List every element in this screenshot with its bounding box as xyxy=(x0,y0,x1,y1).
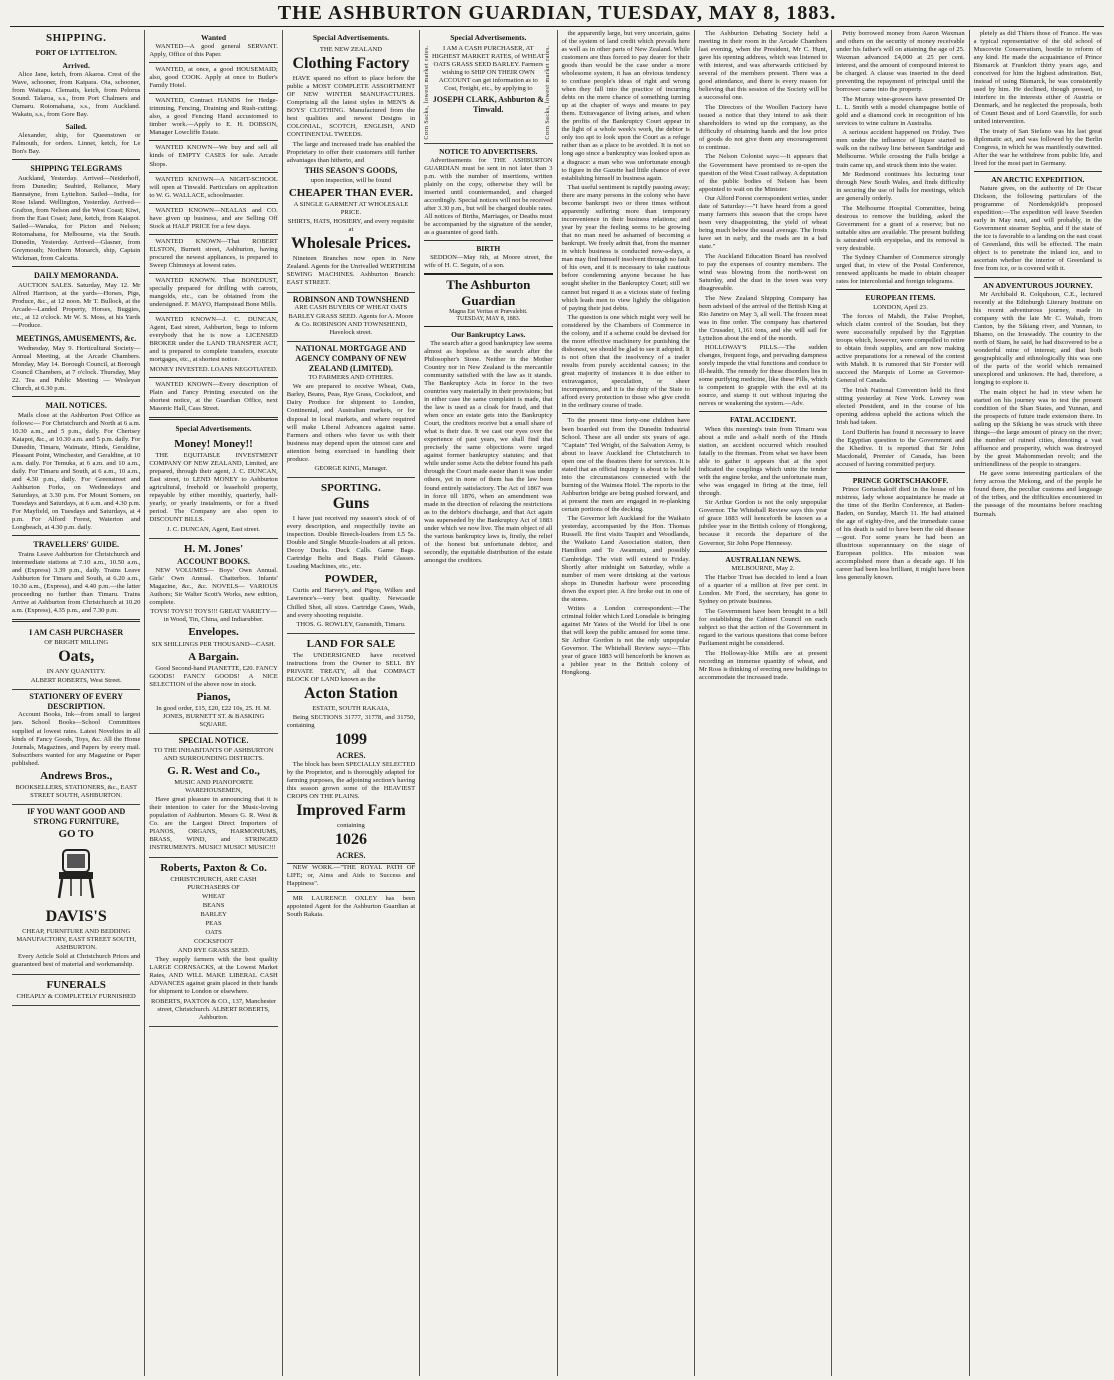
davis-name: DAVIS'S xyxy=(45,908,107,926)
land-advert xyxy=(287,634,415,864)
roberts-signature: ROBERTS, PAXTON & CO., 137, Manchester street, Christchurch. ALBERT ROBERTS, Ashburton. xyxy=(151,997,277,1021)
clark-side-label: Corn Sacks, lowest market rates. xyxy=(545,45,552,140)
divider xyxy=(12,619,140,622)
paper-date: TUESDAY, MAY 8, 1883. xyxy=(456,316,521,323)
clark-text: I AM A CASH PURCHASER, AT HIGHEST MARKET RATES, of WHEAT OATS GRASS SEED BARLEY. Farmers wishing to SHIP ON THEIR OWN ACCOUNT can get information as to Cost, Freight, etc., by applying to xyxy=(431,45,545,93)
money-advert xyxy=(149,434,277,539)
article-text: A serious accident happened on Friday. Two men under the influence of liquor started to walk on the railway line between Sandridge and Melbourne. While crossing the Falls bridge a train came up, and struck them into the water. xyxy=(836,129,965,169)
oats-ad-line: IN ANY QUANTITY. xyxy=(46,667,106,675)
arctic-heading: AN ARCTIC EXPEDITION. xyxy=(991,175,1085,185)
powder-headline: POWDER, xyxy=(324,573,378,586)
funerals-headline: FUNERALS xyxy=(46,978,106,991)
european-dateline: LONDON, April 23. xyxy=(873,303,928,311)
oats-ad-line: OF BRIGHT MILLING xyxy=(44,639,109,647)
article-text: Petty borrowed money from Aaron Waxman and others on the security of money receivable under his father's will on attaining the age of 25. Waxman advanced £4,000 at 25 per cent. interest, and the amount of compound interest to be charged. A clause was inserted in the deed preventing the repayment of principal until the borrower came into the property. xyxy=(836,30,965,94)
shirts-line: SHIRTS, HATS, HOSIERY, and every requisite at xyxy=(287,218,415,234)
european-text: Lord Dufferin has found it necessary to leave the Egyptian question to the Government and the Khedive. It is reported that Sir John Macdonald, Premier of Canada, has been accused of having committed perjury. xyxy=(836,428,965,468)
furniture-advert xyxy=(12,805,140,975)
article-text: Sir Arthur Gordon is not the only unpopular Governor. The Whitehall Review says this year of grace 1883 will henceforth be known as a jubilee year in the British colony of Hongkong, because it records the departure of the Governor, Sir John Pope Hennessy. xyxy=(698,499,828,547)
west-text: Have great pleasure in announcing that it is their intention to cater for the Music-loving population of Ashburton. Messrs G. R. West & Co. are the Largest Direct Importers of PIANOS, ORGANS, HARMONIUMS, BRASS, WIND, and STRINGED INSTRUMENTS. MUSIC! MUSIC! MUSIC!!! xyxy=(149,795,278,852)
national-signature: GEORGE KING, Manager. xyxy=(314,465,388,473)
land-text: The UNDERSIGNED have received instructions from the Owner to SELL BY PRIVATE TREATY, all that COMPACT BLOCK OF LAND known as the xyxy=(286,652,416,684)
divider xyxy=(149,140,277,141)
special-ads-heading: Special Advertisements. xyxy=(175,423,252,433)
powder-text: Curtis and Harvey's, and Pigou, Wilkes and Lawrence's—very best quality. Newcastle Chilled Shot, all sizes. Cartridge Cases, Wads, and every shooting requisite. xyxy=(286,587,416,619)
national-text: We are prepared to receive Wheat, Oats, Barley, Beans, Peas, Rye Grass, Cocksfoot, and Dairy Produce for shipment to London, Continental, and Australian markets, or for disposal in local markets, and where required will make Liberal Advances against same. Farmers and others who favor us with their business may depend upon the utmost care and attention being exercised in handling their produce. xyxy=(286,383,416,463)
roberts-name: Roberts, Paxton & Co. xyxy=(160,861,267,874)
prince-heading: PRINCE GORTSCHAKOFF. xyxy=(852,475,949,485)
wanted-ad: WANTED, at once, a good HOUSEMAID; also, good COOK. Apply at once to Butler's Family Hotel. xyxy=(149,66,278,90)
divider xyxy=(12,535,140,536)
roberts-item: PEAS xyxy=(205,919,222,927)
clothing-text-2: The large and increased trade has enabled the Proprietary to offer their customers still further advantages than hitherto, and xyxy=(286,140,416,164)
furniture-headline: IF YOU WANT GOOD AND STRONG FURNITURE, xyxy=(27,806,126,826)
west-advert xyxy=(149,734,277,858)
wanted-ad: MONEY INVESTED. LOANS NEGOTIATED. xyxy=(149,365,278,373)
roberts-advert xyxy=(149,858,277,1027)
sailed-text: Alexander, ship, for Queenstown or Falmouth, for orders. Linnet, ketch, for Le Bon's Bay. xyxy=(12,132,141,156)
wholesale-headline: Wholesale Prices. xyxy=(290,235,411,253)
article-text: The Sydney Chamber of Commerce strongly urged that, in view of the Postal Conference, renewed applicants be made to obtain cheaper rates for intercolonial and foreign telegrams. xyxy=(836,254,965,286)
memoranda-text: AUCTION SALES. Saturday, May 12. Mr Alfred Harrison, at the yards—Horses, Pigs, Produce, &c., at 12 noon. Mr T. Bullock, at the Arcade—Landed Property, Horses, Buggies, etc., at 12 o'clock. Mr W. S. Moss, at his Yards—Produce. xyxy=(12,281,141,330)
clothing-pre: THE NEW ZEALAND xyxy=(319,46,382,54)
guns-text: I have just received my season's stock of of every description, and respectfully invite an inspection. Double Breech-loaders from L5 5s. Double and Single Muzzle-loaders at all prices. Decoy Ducks. Duck Calls. Game Bags. Cartridge Belts and Bags. Field Glasses. Loading Machines, etc., etc. xyxy=(286,515,416,571)
notice-headline: SPECIAL NOTICE. xyxy=(178,735,249,745)
birth-heading: BIRTH xyxy=(476,244,501,254)
money-headline: Money! Money!! xyxy=(174,437,253,450)
national-sub: TO FARMERS AND OTHERS. xyxy=(308,374,394,382)
robinson-text: ARE CASH BUYERS OF WHEAT OATS BARLEY GRASS SEED. Agents for A. Moore & Co. ROBINSON AND TOWNSHEND, Havelock street. xyxy=(288,304,414,336)
column-1 xyxy=(8,30,145,1376)
wanted-ad: WANTED KNOWN—J. C. DUNCAN, Agent, East street, Ashburton, begs to inform everybody that he is now a LICENSED BROKER under the LAND TRANSFER ACT, and is prepared to complete transfers, execute mortgages, etc., at shortest notice. xyxy=(149,315,278,364)
article-text: Writes a London correspondent:—The criminal folder which Lord Lonsdale is bringing against Mr Yates of the World for libel is one that will keep the public amused for some time. Sir Arthur Gordon is not the only unpopular Governor. The Whitehall Review says:—This year of grace 1883 will henceforth be known as a jubilee year in the British colony of Hongkong. xyxy=(561,605,690,677)
article-text: That useful sentiment is rapidly passing away; there are many persons in the colony who have become bankrupt two or three times without apparently suffering more than temporary inconvenience in their business relations; and year by year the feeling seems to be growing that no man need be ashamed of becoming a bankrupt. We freely admit that, from the manner in which business is conducted now-a-days, a man may find himself insolvent through no fault of his own, and it is necessary to take cautious before condemning anyone because he has sought shelter in the Bankruptcy Court; still we cannot but regard it as a vicious state of feeling which leads men to view lightly the obligation of paying their just debts. xyxy=(561,184,690,312)
envelopes-headline: Envelopes. xyxy=(188,626,239,639)
funerals-advert xyxy=(12,975,140,1006)
clothing-text: HAVE spared no effort to place before the public a MOST COMPLETE ASSORTMENT OF NEW WINTER MANUFACTURES. Comprising all the latest styles in MEN'S & BOYS' CLOTHING. Manufactured from the best qualities and newest Designs in COLONIAL, SCOTCH, ENGLISH, AND CONTINENTAL TWEEDS. xyxy=(286,74,416,139)
single-garment: A SINGLE GARMENT AT WHOLESALE PRICE. xyxy=(293,201,409,217)
column-4 xyxy=(420,30,557,1376)
clothing-advert xyxy=(287,43,415,293)
column-8 xyxy=(970,30,1106,1376)
article-text: The New Zealand Shipping Company has been advised of the arrival of the British King at Rio Janeiro on May 3, all well. The frozen meat was in fine order. The company has chartered the Crusader, 1,161 tons, and she will sail for Lyttelton about the end of the month. xyxy=(698,294,828,342)
special-ads-heading: Special Advertisements. xyxy=(312,33,390,42)
divider xyxy=(974,171,1102,172)
journey-heading: AN ADVENTUROUS JOURNEY. xyxy=(983,280,1093,290)
pianos-text: In good order, £15, £20, £22 10s, 25. H. M. JONES, BURNETT ST. & BASKING SQUARE. xyxy=(156,704,271,728)
article-text: The Murray wine-growers have presented Dr L. L. Smith with a model champagne bottle of gold and a diamond cork in recognition of his services to wine culture in Australia. xyxy=(836,95,965,127)
divider xyxy=(149,172,277,173)
special-ads-heading: Special Advertisements. xyxy=(450,33,527,42)
roberts-item: AND RYE GRASS SEED. xyxy=(177,946,250,954)
divider xyxy=(836,472,964,473)
meetings-heading: MEETINGS, AMUSEMENTS, &c. xyxy=(16,334,137,344)
acres-label: ACRES. xyxy=(336,751,366,760)
jones-name: H. M. Jones' xyxy=(183,542,244,555)
guns-headline: Guns xyxy=(332,495,370,513)
arrived-text: Alice Jane, ketch, from Akaroa. Crest of the Wave, schooner, from Kaipara. Ota, schooner, from Waitapu. Clematis, ketch, from Pelorus Sound. Talaroa, s.s., from Port Chalmers and Oamaru. Rotomahana, s.s., from Auckland. Wakatu, s.s., from Gore Bay. xyxy=(12,70,141,118)
clark-signature: JOSEPH CLARK, Ashburton & Tinwald. xyxy=(432,94,544,114)
wanted-ad: WANTED KNOWN—That ROBERT ELSTON, Burnett street, Ashburton, having procured the newest appliances, is prepared to Sweep Chimneys at lowest rates. xyxy=(149,237,278,269)
article-text: The Melbourne Hospital Committee, being desirous to remove the building, asked the Government for a grant of a reserve; but no suitable sites are available. The present building is saturated with erysipelas, and its removal is very desirable. xyxy=(836,204,965,252)
wanted-ad: WANTED KNOWN. That BONEDUST, specially prepared for drilling with carrots, mangolds, etc., can be obtained from the undersigned. F. MAYO, Hampstead Bone Mills. xyxy=(149,276,278,308)
paper-name: The Ashburton Guardian xyxy=(446,277,531,309)
australian-text: The Government have been brought in a bill for establishing the Cabinet Council on each subject so that the action of the Government in regard to the various questions that come before Parliament might be considered. xyxy=(698,607,828,647)
cheaper-headline: CHEAPER THAN EVER. xyxy=(288,187,414,200)
divider xyxy=(12,266,140,267)
wanted-ad: WANTED, Contract HANDS for Hedge-trimming, Fencing, Draining and Rush-cutting; also, a good Fencing Hand accustomed to timber work.—Apply to E. H. DOBSON, Manager Lowcliffe Estate. xyxy=(149,97,278,137)
divider xyxy=(149,203,277,204)
divider xyxy=(149,234,277,235)
article-text: pletely as did Thiers those of France. He was a typical representative of the old school of Muscovite Conservatism, hostile to reform of any kind. He made the acquaintance of Prince Bismarck at Frankfort thirty years ago, and conceived for him the highest admiration. But, instead of using Bismarck, he was consistently used by him. He declined, though pressed, to interfere in the interests either of Austria or Denmark, and he neglected the proposals, both of Count Beust and of Lord Granville, for such united intervention. xyxy=(973,30,1102,126)
divider xyxy=(149,377,277,378)
paper-motto: Magna Est Veritas et Prævalebit. xyxy=(449,309,528,316)
wanted-ad: WANTED KNOWN—We buy and sell all kinds of EMPTY CASES for sale. Arcade Shops. xyxy=(149,144,278,168)
columns xyxy=(8,30,1106,1376)
article-text: The Governor left Auckland for the Waikato yesterday, accompanied by the Hon. Thomas Russell. He first visits Taupiri and Woodlands, the Waikato Land Association station, then Hamilton and Te Awamutu, and possibly Cambridge. The visit will extend to Friday. Shortly after midnight on Saturday, while a number of men were drinking at the various shops in Dunedin harbour were proceeding down the export pier. A fire broke out in one of the stores. xyxy=(561,515,690,603)
article-text: The Directors of the Woollen Factory have issued a notice that they intend to ask their shareholders to wind up the company, as the difficulty of obtaining hands and the low price of goods do not give them any encouragement to continue. xyxy=(698,103,828,151)
acres-number-2: 1026 xyxy=(334,830,367,848)
pianos-headline: Pianos, xyxy=(196,690,231,703)
divider xyxy=(699,551,827,552)
new-work-text: NEW WORK.—"THE ROYAL PATH OF LIFE; or, Aims and Aids to Success and Happiness". xyxy=(286,864,416,888)
roberts-item: OATS xyxy=(205,928,222,936)
memoranda-heading: DAILY MEMORANDA. xyxy=(34,271,119,281)
column-5 xyxy=(558,30,695,1376)
envelopes-text: SIX SHILLINGS PER THOUSAND—CASH. xyxy=(151,640,276,648)
roberts-item: BARLEY xyxy=(200,910,227,918)
divider xyxy=(699,411,827,412)
fatal-accident-heading: FATAL ACCIDENT. xyxy=(730,415,797,425)
article-text: The Auckland Education Board has resolved to pay the expenses of country members. The wind was blowing from the north-west on Saturday, and the dust in the town was very disagreeable. xyxy=(698,252,828,292)
wanted-ad: WANTED KNOWN—NEALAS and CO. have given up business, and are Selling Off Stock at HALF PRICE for a few days. xyxy=(149,206,278,230)
article-text: To the present time forty-one children have been boarded out from the Dunedin Industrial School. These are all under six years of age. "Captain" Ted Wright, of the Salvation Army, is about to leave Auckland for Christchurch to open one of the theatres there for services. It is stated that an official inquiry is about to be held into the circumstances connected with the burning of the Waimea Hotel. The reports to the Ashburton bridge are being pushed forward, and at present the men are engaged in re-planking certain portions of the decking. xyxy=(561,417,690,513)
australian-news-heading: AUSTRALIAN NEWS. xyxy=(725,554,801,564)
australian-dateline: MELBOURNE, May 2. xyxy=(731,564,795,572)
funerals-sub: CHEAPLY & COMPLETELY FURNISHED xyxy=(16,992,136,1000)
season-sub: upon inspection, will be found xyxy=(310,177,392,185)
improved-headline: Improved Farm xyxy=(296,801,406,819)
telegrams-heading: SHIPPING TELEGRAMS xyxy=(30,164,123,174)
national-headline: NATIONAL MORTGAGE AND AGENCY COMPANY OF NEW ZEALAND (LIMITED). xyxy=(295,344,407,373)
jones-sub: ACCOUNT BOOKS. xyxy=(177,556,250,566)
article-text: The treaty of San Stefano was his last great diplomatic act, and was followed by the Berlin Congress, in which he was manifestly outwitted. After the war he withdrew from public life, and lived for the most part in Germany. xyxy=(973,127,1102,167)
divider xyxy=(149,62,277,63)
leader-text: The search after a good bankruptcy law seems almost as hopeless as the search after the Philosopher's Stone. Neither in the Mother Country nor in New Zealand is the mercantile community satisfied with the law as it stands. The Bankruptcy Acts in force in the two countries vary materially in their provisions; but in either case the same complaint is made, that the law is used as a cloak for fraud, and that when once an estate gets into the Bankruptcy Court, the creditors receive but a small share of what is their due. It we cast our eyes over the experience of past years, we shall find that precisely the same objections were urged against former bankruptcy statutes; and that while under some Acts the debtor found his path through the Court made easier than it was under others, yet in none of them has the law been found entirely satisfactory. The Act of 1867 was in force till 1876, when an amendment was made in the direction of relaxing the restrictions as to the debtor's discharge, and that Act again was superseded by the Bankruptcy Act of 1883 under which we now live. The main object of all the various bankruptcy laws is, firstly, the relief of the honest but unfortunate debtor, and secondly, the equitable distribution of the estate amongst the creditors. xyxy=(424,339,553,564)
davis-text: Every Article Sold at Christchurch Prices and guaranteed best of material and workmanship. xyxy=(12,953,141,969)
paper-nameplate xyxy=(424,273,552,326)
journey-text: Mr Archibald R. Colquhoun, C.E., lectured recently at the Edinburgh Literary Institute on his recent adventurous journey, made in company with the late Mr C. Wahab, from Canton, by the Sikiang river, and Yunnan, to Bhamo, on the Irrawaddy. The country to the north of Siam, he said, he had discovered to be a wonderful mine of interest; and that both geographically and ethnologically this was one of the parts of the world which remained unexplored and unknown. He had, therefore, a longing to explore it. xyxy=(973,290,1102,386)
fatal-accident-text: When this morning's train from Timaru was about a mile and a-half north of the Hinds station, an accident occurred which resulted fatally to the fireman. From what we have been able to gather it appears that at the spot indicated the couplings which unite the tender with the engine broke, and the unfortunate man, who was engaged in firing at the time, fell through. xyxy=(698,425,828,497)
clark-advert xyxy=(424,43,552,144)
oats-advert xyxy=(12,626,140,690)
land-headline: LAND FOR SALE xyxy=(306,638,396,651)
roberts-item: BEANS xyxy=(202,901,225,909)
sporting-headline: SPORTING. xyxy=(321,482,381,495)
arrived-heading: Arrived. xyxy=(62,60,90,70)
chair-illustration-icon xyxy=(41,846,111,900)
jones-advert xyxy=(149,539,277,734)
birth-text: SEDDON—May 6th, at Moore street, the wife of H. C. Seguin, of a son. xyxy=(424,254,553,270)
divider xyxy=(149,93,277,94)
mail-heading: MAIL NOTICES. xyxy=(45,401,107,411)
rowley-signature: THOS. G. ROWLEY, Gunsmith, Timaru. xyxy=(296,621,406,629)
wanted-ad: WANTED—A good general SERVANT. Apply, Office of this Paper. xyxy=(149,43,278,59)
shipping-heading: SHIPPING. xyxy=(45,32,107,44)
divider xyxy=(974,277,1102,278)
wanted-ad: WANTED KNOWN—A NIGHT-SCHOOL will open at Tinwald. Particulars on application to W. G. WALLACE, schoolmaster. xyxy=(149,175,278,199)
stationery-text: Account Books, Ink—from small to largest jars. School Books—School Committees supplied at lowest rates. Latest Novelties in all kinds of Fancy Goods, Toys, &c. All the Home Journals, Magazines, and Papers by every mail. Subscribers wanted for any Magazine or Paper published. xyxy=(12,711,141,767)
acton-headline: Acton Station xyxy=(304,685,398,703)
national-mortgage-advert xyxy=(287,342,415,478)
meetings-text: Wednesday, May 9. Horticultural Society—Annual Meeting, at the Arcade Chambers. Monday, May 14. Borough Council, at Borough Council Chambers, at 7 o'clock. Thursday, May 22. Tea and Public Meeting — Wesleyan Church, at 6.30 p.m. xyxy=(12,344,141,393)
port-heading: PORT OF LYTTELTON. xyxy=(35,48,117,58)
sailed-heading: Sailed. xyxy=(65,121,87,131)
wanted-heading: Wanted xyxy=(201,33,227,42)
european-text: The Irish National Convention held its first sitting yesterday at New York. Lowrey was elected President, and in the course of his opening address upheld the actions which the Irish had taken. xyxy=(836,386,965,427)
season-line: THIS SEASON'S GOODS, xyxy=(304,166,398,176)
jones-text: NEW VOLUMES— Boys' Own Annual. Girls' Own Annual. Chatterbox. Infants' Magazine, &c., &c. NOVELS— VARIOUS Authors; Sir Walter Scott's Works, new edition, complete. xyxy=(149,566,278,606)
robinson-name: ROBINSON AND TOWNSHEND xyxy=(292,294,410,304)
journey-text: The main object he had in view when he started on his journey was to test the present condition of the Shan States, and Yunnan, and the prospects of future trade extension there. In sailing up the Sikiang he was struck with three things—the large amount of piracy on the river; the number of ruined cities, denoting a vast affluence and prosperity, which was destroyed by the great Mahommedan revolt; and the unfriendliness of the people to strangers. xyxy=(973,388,1102,468)
roberts-item: WHEAT xyxy=(202,892,226,900)
block-text: The block has been SPECIALLY SELECTED by the Proprietor, and is thoroughly adapted for farming purposes, the adjoining section's having this season grown some of the HEAVIEST CROPS ON THE PLAINS. xyxy=(286,760,416,800)
divider xyxy=(149,273,277,274)
bargain-text: Good Second-hand PIANETTE, £20. FANCY GOODS! FANCY GOODS! A NICE SELECTION of the above now in stock. xyxy=(149,664,278,688)
roberts-sub: CHRISTCHURCH, ARE CASH PURCHASERS OF xyxy=(170,875,257,891)
mail-text: Mails close at the Ashburton Post Office as follows:— For Christchurch and North at 6 a.m. 10.30 a.m., and 5 p.m., daily. For Chertsey Kaiapoi, &c., at 10.30 a.m. and 5 p.m. daily. For Dunedin, Timaru, Waimate, Hinds, Geraldine, Pleasant Point, Winchester, and Geraldine, at 10 a.m. daily. For Temuka, at 6 a.m. and 10 a.m., daily. For Timaru and South, at 6 a.m., 10 a.m., and 4.30 p.m., daily. For Greenstreet and Ashburton Forks, on Wednesdays and Saturdays, at 3.30 p.m. For Mount Somers, on Tuesdays and Saturdays, at 6 a.m. and 4.30 p.m. For Mayfield, on Tuesdays and Saturdays, at 4 p.m. For Alford Forest, Waterton and Longbeach, at 4.30 p.m. daily. xyxy=(12,411,141,532)
andrews-name: Andrews Bros., xyxy=(40,769,113,782)
acton-sub: ESTATE, SOUTH RAKAIA, xyxy=(312,705,390,713)
davis-address: CHEAP, FURNITURE AND BEDDING MANUFACTORY, EAST STREET SOUTH, ASHBURTON. xyxy=(16,928,137,952)
roberts-text: They supply farmers with the best quality LARGE CORNSACKS, at the Lowest Market Rates, AND WILL MAKE LIBERAL CASH ADVANCES against grain placed in their hands for shipment to London or elsewhere. xyxy=(149,956,278,996)
oxley-text: MR LAURENCE OXLEY has been appointed Agent for the Ashburton Guardian at South Rakaia. xyxy=(286,895,416,919)
australian-text: The Harbor Trust has decided to lend a loan of a quarter of a million at five per cent. in London. Mr Ford, the secretary, has gone to Sydney on private business. xyxy=(698,574,828,606)
european-text: The forces of Mahdi, the False Prophet, which claim control of the Soudan, but they were successfully repulsed by the Egyptian troops which, however, were compelled to retire to obtain fresh supplies, and are now making active preparations for a renewal of the contest with Mahdi. It is rumored that Sir Forster will succeed the Marquis of Lorne as Governor-General of Canada. xyxy=(836,313,965,385)
article-text: The Nelson Colonist says:—It appears that the Government have promised to re-open the question of the West Coast railway. A deputation of the public bodies of Nelson has been appointed to wait on the Minister. xyxy=(698,153,828,193)
notice-advertisers-heading: NOTICE TO ADVERTISERS. xyxy=(439,146,538,156)
divider xyxy=(562,413,690,414)
australian-text: The Holloway-like Mills are at present recording an immense quantity of wheat, and Mr Ross is thinking of erecting new buildings to accommodate the increased trade. xyxy=(698,649,828,681)
notice-advertisers-text: Advertisements for THE ASHBURTON GUARDIAN must be sent in not later than 3 p.m. with the number of insertions, written plainly on the copy, otherwise they will be inserted until countermanded, and charged accordingly. Special notices will not be received after 3.30 p.m., but will be charged double rates. All notices of Births, Marriages, or Deaths must be accompanied by the signature of the sender, as a guarantee of good faith. xyxy=(424,156,553,237)
oats-ad-signature: ALBERT ROBERTS, West Street. xyxy=(30,676,122,684)
wanted-ad: WANTED KNOWN—Every description of Plain and Fancy Printing executed on the shortest notice, at the Guardian Office, next Masonic Hall, Cass Street. xyxy=(149,380,278,412)
furniture-goto: GO TO xyxy=(58,828,94,841)
divider xyxy=(149,417,277,420)
travellers-heading: TRAVELLERS' GUIDE. xyxy=(33,540,120,550)
masthead xyxy=(10,0,1104,27)
article-text: HOLLOWAY'S PILLS.—The sudden changes, frequent fogs, and pervading dampness sorely impede the vital functions and conduce to ill-health. The remedy for these disorders lies in some purifying medicine, like these Pills, which is competent to grapple with the evil at its source, and stamp it out without injuring the nerves or weakening the system.—Adv. xyxy=(698,344,828,408)
divider xyxy=(424,240,552,241)
article-text: The question is one which might very well be considered by the Chambers of Commerce in the colony, and if a scheme could be devised for the more effective machinery for punishing the dishonest, we should be glad to see it adopted. It is not often that the insolvency of a trader results from purely accidental causes; in the great majority of instances it is due either to extravagance, speculation, or sheer incompetence, and it is the duty of the State to afford every protection to those who give credit in the ordinary course of trade. xyxy=(561,314,690,410)
prince-text: Prince Gortschakoff died in the house of his mistress, lady whose acquaintance he made at the time of the Berlin Conference, at Baden-Baden, on Sunday, March 11. He had attained the age of eighty-five, and the immediate cause of his death is said to have been the old disease—gout. For some years he had been an illustrious superannuary on the stage of European politics. His mission was accomplished more than a decade ago. If his career had been less brilliant, it might have been less generally known. xyxy=(836,485,965,582)
west-sub: MUSIC AND PIANOFORTE WAREHOUSEMEN, xyxy=(174,778,253,794)
masthead-title: THE ASHBURTON GUARDIAN, TUESDAY, MAY 8, 1883. xyxy=(277,1,837,24)
column-3 xyxy=(283,30,420,1376)
travellers-text: Trains Leave Ashburton for Christchurch and intermediate stations at 7.10 a.m., 10.50 a.m., and (Express) 3.39 p.m., daily. Trains Leave Ashburton for Timaru and South, at 6.20 a.m., 10.30 a.m., (Express), and 4.40 p.m.—the latter proceeding no further than Timaru. Trains Arrive at Ashburton from Christchurch at 10.20 a.m. (Express), 4.35 p.m., and 7.30 p.m. xyxy=(12,551,141,615)
telegrams-text: Auckland, Yesterday. Arrived—Neiderhoff, from Dunedin; Seabird, Reliance, Mary Bannatyne, from Lyttelton. Sailed—India, for Rose Island. Wellington, Yesterday. Arrived—Grafton, from Nelson and the West Coast; Kiwi, from the East Coast; Jane, ketch, from Kaiapoi. Sailed—Wanaka, for Picton and Nelson; Rotomahana, for Melbourne, via the South. Dunedin, Yesterday. Arrived—Glasner, from Greymouth; Northern Monarch, ship, Captain Wickman, from Calcutta. xyxy=(12,174,141,263)
robinson-advert xyxy=(287,293,415,342)
acton-text: Being SECTIONS 31777, 31778, and 31750, containing xyxy=(286,714,416,730)
oats-ad-line: I AM CASH PURCHASER xyxy=(29,628,124,638)
money-text: THE EQUITABLE INVESTMENT COMPANY OF NEW ZEALAND, Limited, are prepared, through their agent, J. C. DUNCAN, East street, to LEND MONEY to Ashburton agricultural, freehold or leasehold property, repayable by either monthly, quarterly, half-yearly, or yearly instalments, or for a fixed period. The Company are also open to DISCOUNT BILLS. xyxy=(149,452,278,524)
european-items-heading: EUROPEAN ITEMS. xyxy=(865,293,936,303)
column-7 xyxy=(832,30,969,1376)
stationery-advert xyxy=(12,690,140,805)
arctic-text: Nature gives, on the authority of Dr Oscar Dickson, the following particulars of the programme of Nordenskjöld's proposed expedition:—The expedition will leave Sweden early in May next, and will probably, in the Government steamer Sophia, and if the state of the ice is favorable to a landing on the east coast of Greenland, this will be effected. The main object is to penetrate the inland ice, and to ascertain whether the interior of Greenland is free from ice, or is covered with it. xyxy=(973,185,1102,273)
divider xyxy=(12,159,140,160)
clothing-headline: Clothing Factory xyxy=(292,55,410,73)
notice-text: TO THE INHABITANTS OF ASHBURTON AND SURROUNDING DISTRICTS. xyxy=(153,746,274,762)
article-text: The Ashburton Debating Society held a meeting in their room in the Arcade Chambers last evening, when the President, Mr C. Hunt, gave his opening address, which was listened to with interest, and was afterwards criticised by several of the members present. There was a good attendance, and there is every reason for believing that this session of the Society will be a successful one. xyxy=(698,30,828,102)
acres-label-2: ACRES. xyxy=(336,850,366,860)
column-6 xyxy=(695,30,832,1376)
article-text: Mr Redmond continues his lecturing tour through New South Wales, and finds difficulty in securing the use of halls for meetings, which are generally orderly. xyxy=(836,171,965,203)
sporting-advert xyxy=(287,478,415,634)
acres-number: 1099 xyxy=(334,731,367,749)
money-signature: J. C. DUNCAN, Agent, East street. xyxy=(167,525,261,533)
divider xyxy=(287,891,415,892)
west-name: G. R. West and Co., xyxy=(167,764,260,777)
toys-line: TOYS! TOYS!! TOYS!!! GREAT VARIETY—in Wood, Tin, China, and Indiarubber. xyxy=(150,608,277,624)
stationery-headline: STATIONERY OF EVERY DESCRIPTION. xyxy=(29,691,124,711)
roberts-item: COCKSFOOT xyxy=(193,937,234,945)
journey-text: He gave some interesting particulars of the ferry across the Mekong, and of the people he found there, the peculiar customs and language of the tribes, and the difficulties encountered in the passage of the mountains before reaching Burmah. xyxy=(973,470,1102,518)
bargain-headline: A Bargain. xyxy=(188,650,239,663)
leader-heading: Our Bankruptcy Laws. xyxy=(451,329,526,339)
article-text: the apparently large, but very uncertain, gains of the system of land credit which prevails here as well as in other parts of New Zealand. While customers are thus forced to pay dearer for their goods than would be the case under a more wholesome system, it has an obvious tendency to confuse people's ideas of right and wrong when they fall into the practice of incurring debts on the mere chance of something turning up at the chapter of ways and means to pay them. Extravagance of living arises, and when the profits of the Bankruptcy Court appear in the light of a whole week's work, the debtor is only too apt to look upon the Court as a refuge rather than as a place to be avoided. It is not so long ago since a bankruptcy was looked upon as a disgrace: a man who was unfortunate enough to figure in the Gazette had little chance of ever establishing himself in business again. xyxy=(561,30,690,182)
oats-ad-headline: Oats, xyxy=(58,648,95,666)
andrews-address: BOOKSELLERS, STATIONERS, &c., EAST STREET SOUTH, ASHBURTON. xyxy=(15,783,138,799)
divider xyxy=(149,312,277,313)
branches-text: Nineteen Branches now open in New Zealand. Agents for the Unrivalled WERTHEIM SEWING MACHINES. Ashburton Branch: EAST STREET. xyxy=(286,255,416,287)
clark-side-label: Corn Sacks, lowest market rates. xyxy=(424,45,431,140)
divider xyxy=(836,289,964,290)
column-2 xyxy=(145,30,282,1376)
improved-sub: containing xyxy=(337,821,365,829)
divider xyxy=(12,396,140,397)
article-text: Our Alford Forest correspondent writes, under date of Saturday:—"I have heard from a good many farmers this season that the crops have been very disappointing, the yield of wheat being much below the usual average. The frosts have set in early, and the roads are in a bad state." xyxy=(698,195,828,251)
